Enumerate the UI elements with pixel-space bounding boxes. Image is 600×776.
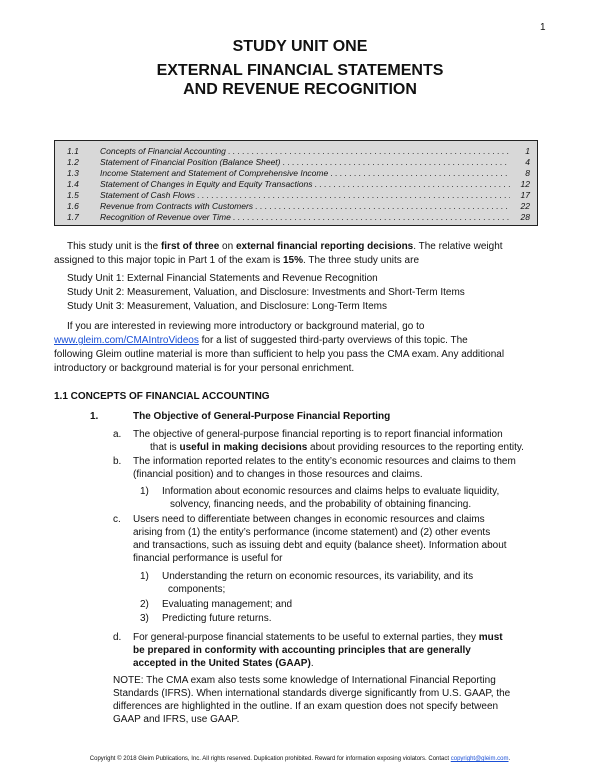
subitem-label: 3)	[140, 613, 149, 624]
subitem-text: Understanding the return on economic resources, its variability, and its	[162, 571, 474, 582]
item-text: (financial position) and to changes in those resources and claims.	[133, 469, 423, 480]
item-text: For general-purpose financial statements to be useful to external parties, they must	[133, 632, 503, 643]
subitem-text: Evaluating management; and	[162, 599, 293, 610]
page-number: 1	[540, 22, 546, 33]
toc-number: 1.2	[67, 157, 79, 167]
toc-row[interactable]	[55, 168, 539, 179]
subitem-label: 1)	[140, 571, 149, 582]
page-title-line2: EXTERNAL FINANCIAL STATEMENTS	[156, 62, 444, 79]
intro-paragraph-line: assigned to this major topic in Part 1 of the exam is 15%. The three study units are	[54, 255, 420, 266]
toc-title: Income Statement and Statement of Comprehensive Income . . .	[100, 168, 510, 179]
toc-page: 1	[525, 146, 530, 156]
subitem-text: Information about economic resources and claims helps to evaluate liquidity,	[162, 486, 500, 497]
toc-number: 1.6	[67, 201, 79, 211]
subitem-text: components;	[168, 584, 226, 595]
toc-page: 17	[520, 190, 530, 200]
page-title-line3: AND REVENUE RECOGNITION	[183, 81, 417, 98]
item-text: be prepared in conformity with accounting principles that are generally	[133, 645, 471, 656]
item-label: c.	[113, 514, 121, 525]
toc-page: 22	[520, 201, 530, 211]
copyright-email-link[interactable]: copyright@gleim.com	[450, 756, 509, 762]
subitem-label: 1)	[140, 486, 149, 497]
intro-paragraph-line: This study unit is the first of three on external financial reporting decisions. The relative weight	[67, 241, 503, 252]
subitem-label: 2)	[140, 599, 149, 610]
toc-row[interactable]	[55, 146, 539, 157]
toc-number: 1.4	[67, 179, 79, 189]
item-text: financial performance is useful for	[133, 553, 283, 564]
toc-number: 1.5	[67, 190, 79, 200]
section-heading: 1.1 CONCEPTS OF FINANCIAL ACCOUNTING	[54, 391, 270, 402]
intro-paragraph-line: www.gleim.com/CMAIntroVideos for a list of suggested third-party overviews of this topic. The	[54, 335, 468, 346]
note-text: differences are highlighted in the outline. If an exam question does not specify between	[113, 701, 499, 712]
toc-row[interactable]	[55, 190, 539, 201]
toc-row[interactable]	[55, 212, 539, 223]
item-label: b.	[113, 456, 122, 467]
toc-page: 8	[525, 168, 530, 178]
toc-title: Statement of Cash Flows . . .	[100, 190, 510, 201]
intro-videos-link[interactable]: www.gleim.com/CMAIntroVideos	[54, 335, 199, 346]
toc-title: Statement of Changes in Equity and Equity Transactions . . .	[100, 179, 510, 190]
toc-title: Revenue from Contracts with Customers . . .	[100, 201, 510, 212]
study-unit-2: Study Unit 2: Measurement, Valuation, and Disclosure: Investments and Short-Term Items	[67, 287, 465, 298]
page-title-line1: STUDY UNIT ONE	[232, 38, 368, 55]
subitem-text: solvency, financing needs, and the probability of obtaining financing.	[170, 499, 472, 510]
copyright-footer: Copyright © 2018 Gleim Publications, Inc. All rights reserved. Duplication prohibited. Reward for information exposing violators. Contact copyright@gleim.com.	[89, 756, 511, 762]
toc-number: 1.3	[67, 168, 79, 178]
note-text: GAAP and IFRS, use GAAP.	[113, 714, 240, 725]
toc-number: 1.1	[67, 146, 79, 156]
toc-title: Concepts of Financial Accounting . . .	[100, 146, 510, 157]
toc-page: 12	[520, 179, 530, 189]
toc-page: 4	[525, 157, 530, 167]
item-text: accepted in the United States (GAAP).	[133, 658, 314, 669]
note-text: NOTE: The CMA exam also tests some knowledge of International Financial Reporting	[113, 675, 496, 686]
study-unit-1: Study Unit 1: External Financial Statements and Revenue Recognition	[67, 273, 378, 284]
item-text: and transactions, such as issuing debt and equity (balance sheet). Information about	[133, 540, 507, 551]
intro-paragraph-line: introductory or background material is for your personal enrichment.	[54, 363, 355, 374]
item-label: d.	[113, 632, 122, 643]
table-of-contents	[54, 140, 538, 226]
toc-row[interactable]	[55, 201, 539, 212]
toc-title: Statement of Financial Position (Balance Sheet) . . .	[100, 157, 510, 168]
item-text: that is useful in making decisions about providing resources to the reporting entity.	[150, 442, 524, 453]
item-text: The information reported relates to the entity’s economic resources and claims to them	[133, 456, 516, 467]
toc-page: 28	[520, 212, 530, 222]
subitem-text: Predicting future returns.	[162, 613, 272, 624]
item-number: 1.	[90, 411, 99, 422]
toc-number: 1.7	[67, 212, 79, 222]
item-text: Users need to differentiate between changes in economic resources and claims	[133, 514, 485, 525]
intro-paragraph-line: If you are interested in reviewing more introductory or background material, go to	[67, 321, 425, 332]
item-label: a.	[113, 429, 122, 440]
study-unit-3: Study Unit 3: Measurement, Valuation, and Disclosure: Long-Term Items	[67, 301, 387, 312]
item-title: The Objective of General-Purpose Financial Reporting	[133, 411, 391, 422]
note-text: Standards (IFRS). When international standards diverge significantly from U.S. GAAP, the	[113, 688, 511, 699]
intro-paragraph-line: following Gleim outline material is more than sufficient to help you pass the CMA exam. Any additional	[54, 349, 505, 360]
item-text: The objective of general-purpose financial reporting is to report financial information	[133, 429, 503, 440]
toc-row[interactable]	[55, 179, 539, 190]
item-text: arising from (1) the entity’s performance (income statement) and (2) other events	[133, 527, 491, 538]
toc-row[interactable]	[55, 157, 539, 168]
toc-title: Recognition of Revenue over Time . . .	[100, 212, 510, 223]
